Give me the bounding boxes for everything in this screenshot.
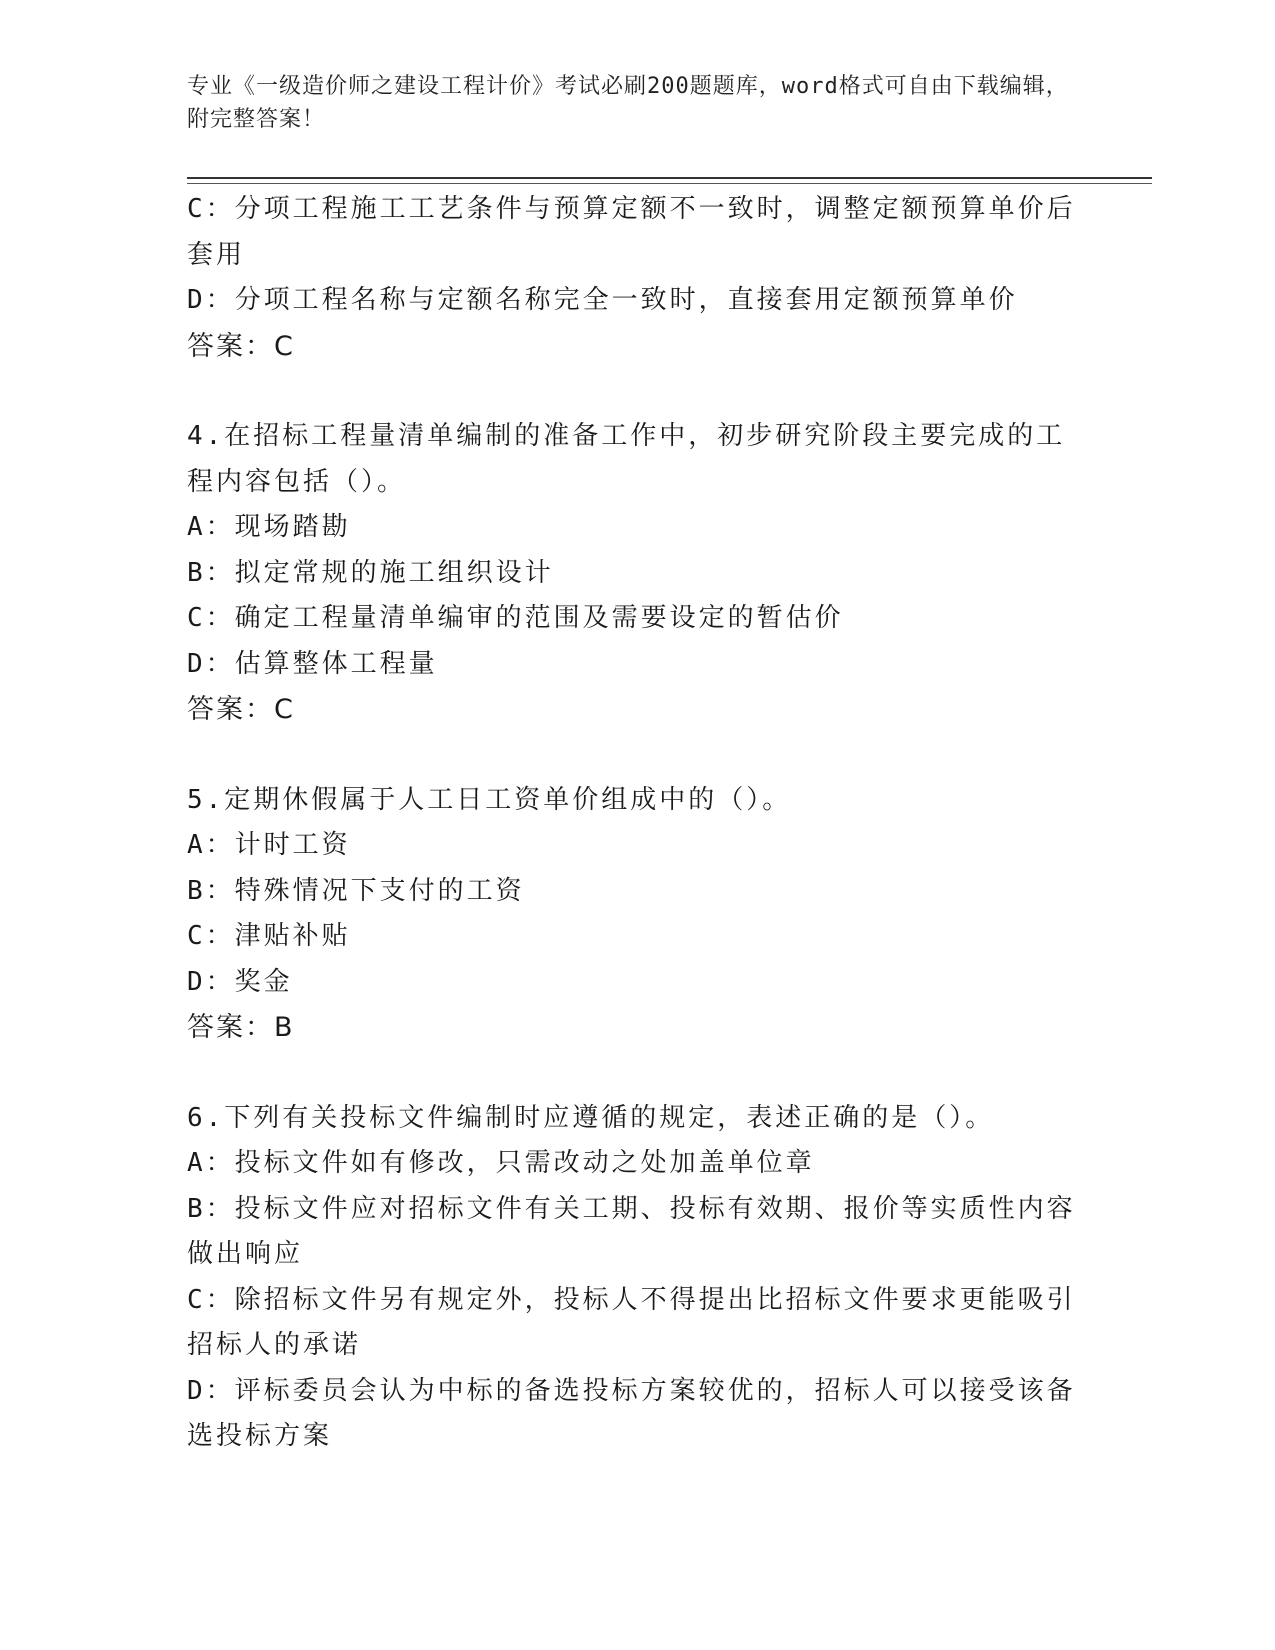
question-5 — [187, 778, 1087, 1051]
option-d: D：评标委员会认为中标的备选投标方案较优的，招标人可以接受该备选投标方案 — [187, 1375, 1076, 1451]
question-6 — [187, 1096, 1087, 1460]
question-3-tail — [187, 187, 1087, 369]
option-c: C：分项工程施工工艺条件与预算定额不一致时，调整定额预算单价后套用 — [187, 194, 1076, 270]
option-a: A：投标文件如有修改，只需改动之处加盖单位章 — [187, 1148, 815, 1178]
document-header: 专业《一级造价师之建设工程计价》考试必刷200题题库，word格式可自由下载编辑，附完整答案！ — [187, 74, 1069, 132]
answer: 答案：B — [187, 1012, 295, 1043]
header-divider-thick — [187, 177, 1152, 179]
question-stem: 4.在招标工程量清单编制的准备工作中，初步研究阶段主要完成的工程内容包括（）。 — [187, 421, 1066, 497]
question-content — [187, 187, 1087, 1460]
question-4 — [187, 414, 1087, 733]
option-c: C：除招标文件另有规定外，投标人不得提出比招标文件要求更能吸引招标人的承诺 — [187, 1284, 1076, 1360]
option-d: D：奖金 — [187, 966, 293, 997]
option-b: B：投标文件应对招标文件有关工期、投标有效期、报价等实质性内容做出响应 — [187, 1193, 1076, 1269]
option-d: D：估算整体工程量 — [187, 648, 438, 679]
answer: 答案：C — [187, 694, 295, 725]
question-stem: 6.下列有关投标文件编制时应遵循的规定，表述正确的是（）。 — [187, 1102, 995, 1133]
option-b: B：拟定常规的施工组织设计 — [187, 557, 554, 588]
option-d: D：分项工程名称与定额名称完全一致时，直接套用定额预算单价 — [187, 285, 1018, 315]
question-stem: 5.定期休假属于人工日工资单价组成中的（）。 — [187, 784, 792, 815]
option-a: A：现场踏勘 — [187, 512, 351, 542]
option-c: C：津贴补贴 — [187, 921, 351, 951]
header-divider-thin — [187, 183, 1152, 184]
option-a: A：计时工资 — [187, 830, 351, 860]
option-c: C：确定工程量清单编审的范围及需要设定的暂估价 — [187, 603, 844, 633]
answer: 答案：C — [187, 330, 295, 362]
option-b: B：特殊情况下支付的工资 — [187, 875, 525, 906]
